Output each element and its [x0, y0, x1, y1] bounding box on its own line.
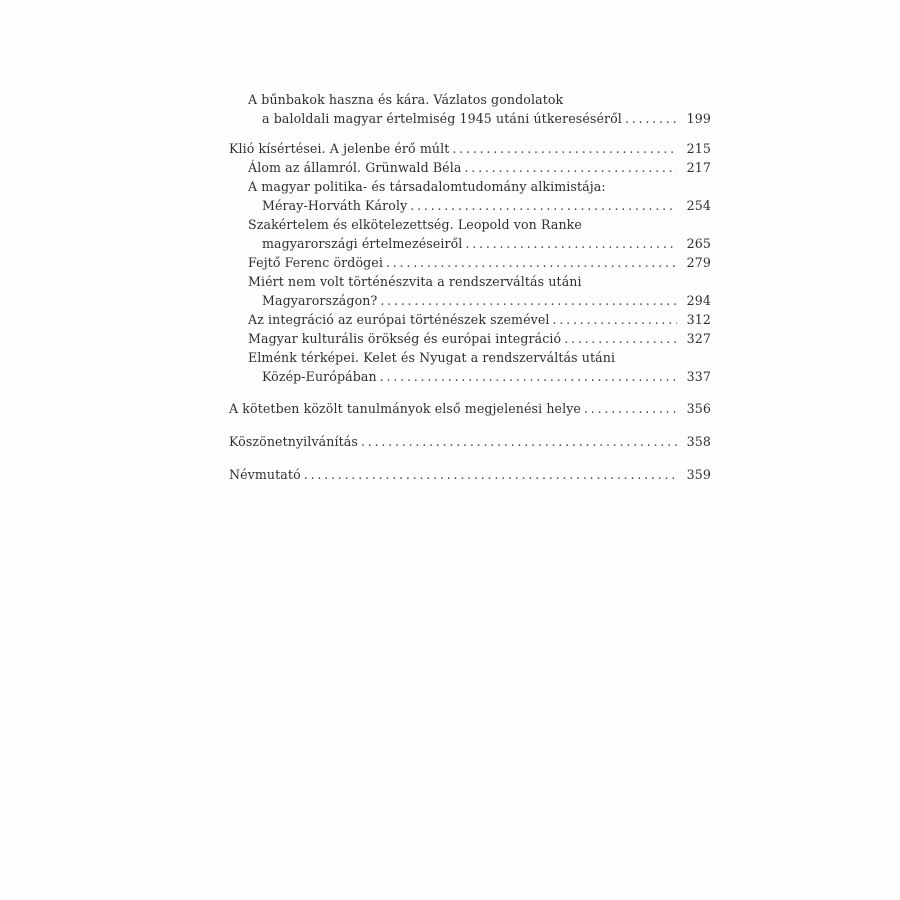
dot-leader — [584, 399, 677, 418]
toc-entry-title: A bűnbakok haszna és kára. Vázlatos gondolatok — [248, 92, 564, 107]
toc-entry-title-continued: Magyarországon? — [262, 293, 378, 308]
toc-entry-title: Magyar kulturális örökség és európai integráció — [248, 331, 562, 346]
dot-leader — [386, 253, 677, 272]
toc-section-entry — [229, 432, 711, 451]
dot-leader — [304, 465, 677, 484]
toc-entry-title: A kötetben közölt tanulmányok első megjelenési helye — [229, 401, 581, 416]
toc-entry-title: A magyar politika- és társadalomtudomány alkimistája: — [248, 179, 606, 194]
toc-entry-title: Álom az államról. Grünwald Béla — [248, 160, 462, 175]
toc-entry-title: Miért nem volt történészvita a rendszerváltás utáni — [248, 274, 582, 289]
toc-page-number: 356 — [686, 401, 711, 416]
toc-entry — [229, 158, 711, 177]
toc-section-entry — [229, 399, 711, 418]
dot-leader — [564, 329, 677, 348]
toc-page-number: 279 — [686, 255, 711, 270]
toc-page-number: 358 — [686, 434, 711, 449]
dot-leader — [361, 432, 677, 451]
toc-page-number: 337 — [686, 369, 711, 384]
toc-page-number: 359 — [686, 467, 711, 482]
table-of-contents — [229, 90, 711, 484]
toc-page-number: 215 — [686, 141, 711, 156]
toc-entry-title: Névmutató — [229, 467, 301, 482]
toc-entry-title: Elménk térképei. Kelet és Nyugat a rendszerváltás utáni — [248, 350, 616, 365]
toc-page-number: 294 — [686, 293, 711, 308]
dot-leader — [410, 196, 677, 215]
toc-entry — [229, 310, 711, 329]
toc-entry — [229, 215, 711, 253]
toc-entry-title: Az integráció az európai történészek szemével — [248, 312, 550, 327]
dot-leader — [380, 291, 677, 310]
toc-page-number: 265 — [686, 236, 711, 251]
toc-section-entry — [229, 465, 711, 484]
toc-page-number: 199 — [686, 111, 711, 126]
toc-page-number: 254 — [686, 198, 711, 213]
toc-entry — [229, 272, 711, 310]
dot-leader — [464, 158, 677, 177]
toc-page-number: 327 — [686, 331, 711, 346]
toc-entry-title-continued: Közép-Európában — [262, 369, 377, 384]
toc-entry — [229, 348, 711, 386]
toc-entry-title: Szakértelem és elkötelezettség. Leopold von Ranke — [248, 217, 582, 232]
toc-entry — [229, 90, 711, 128]
toc-entry — [229, 329, 711, 348]
toc-entry-title-continued: a baloldali magyar értelmiség 1945 utáni útkereséséről — [262, 111, 622, 126]
dot-leader — [380, 367, 677, 386]
dot-leader — [465, 234, 677, 253]
dot-leader — [452, 139, 677, 158]
toc-entry — [229, 253, 711, 272]
toc-entry-title: Klió kísértései. A jelenbe érő múlt — [229, 141, 450, 156]
toc-page-number: 312 — [686, 312, 711, 327]
toc-entry-title: Köszönetnyilvánítás — [229, 434, 358, 449]
toc-page-number: 217 — [686, 160, 711, 175]
toc-entry-title-continued: Méray-Horváth Károly — [262, 198, 408, 213]
toc-entry-title-continued: magyarországi értelmezéseiről — [262, 236, 463, 251]
toc-section-entry — [229, 139, 711, 158]
toc-entry-title: Fejtő Ferenc ördögei — [248, 255, 383, 270]
dot-leader — [553, 310, 677, 329]
dot-leader — [625, 109, 677, 128]
toc-entry — [229, 177, 711, 215]
